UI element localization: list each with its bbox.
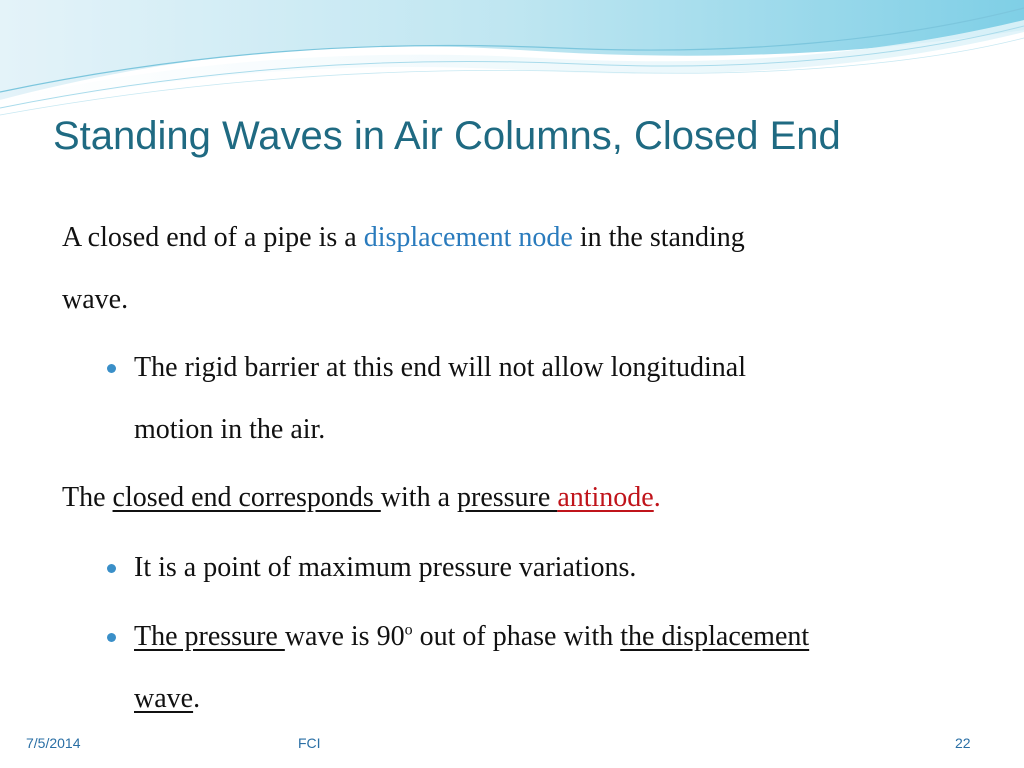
bullet-2: It is a point of maximum pressure variations. [134, 552, 637, 583]
footer-center: FCI [298, 735, 321, 751]
bullet-icon [107, 364, 116, 373]
underlined-the-displacement: the displacement [620, 621, 810, 652]
term-antinode: antinode [557, 482, 654, 513]
underlined-wave: wave [134, 683, 194, 714]
paragraph-1: A closed end of a pipe is a displacement node in the standing [62, 222, 745, 253]
slide-title: Standing Waves in Air Columns, Closed End [53, 114, 841, 158]
bullet-icon [107, 564, 116, 573]
bullet-icon [107, 633, 116, 642]
paragraph-1-line-2: wave. [62, 284, 129, 315]
underlined-closed-end: closed end corresponds [112, 482, 381, 513]
term-displacement-node: displacement node [363, 222, 573, 253]
underlined-the-pressure: The pressure [134, 621, 285, 652]
bullet-1-line-1: The rigid barrier at this end will not allow longitudinal [134, 352, 746, 383]
underlined-pressure: pressure [457, 482, 558, 513]
wave-header-decoration [0, 0, 1024, 120]
paragraph-2: The closed end corresponds with a pressure antinode. [62, 482, 661, 513]
bullet-3-line-1: The pressure wave is 90$^o$ out of phase with the displacement [134, 621, 810, 652]
footer-date: 7/5/2014 [26, 735, 81, 751]
footer-page-number: 22 [955, 735, 971, 751]
bullet-1-line-2: motion in the air. [134, 414, 326, 445]
bullet-3-line-2: wave. [134, 683, 201, 714]
